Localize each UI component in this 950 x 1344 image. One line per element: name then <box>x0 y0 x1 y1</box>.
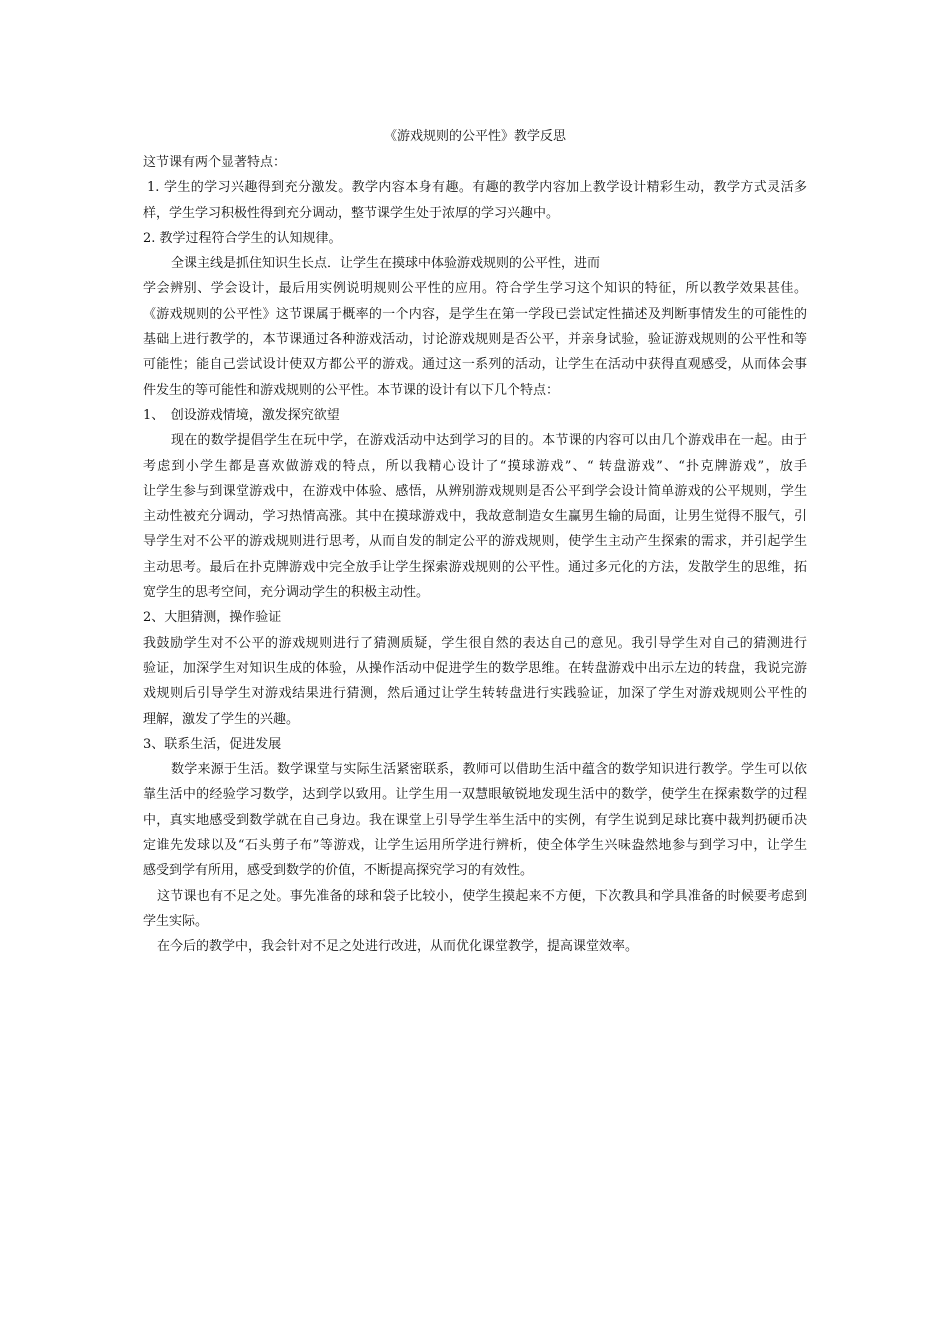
text-line: 这节课有两个显著特点： <box>143 155 287 170</box>
text-line: 靠生活中的经验学习数学，达到学以致用。让学生用一双慧眼敏锐地发现生活中的数学，使学生在探索数学的过程 <box>143 787 807 803</box>
text-line: 2、大胆猜测，操作验证 <box>143 610 282 626</box>
text-line: 宽学生的思考空间，充分调动学生的积极主动性。 <box>143 585 430 601</box>
text-line: 验证，加深学生对知识生成的体验，从操作活动中促进学生的数学思维。在转盘游戏中出示左边的转盘，我说完游 <box>143 660 807 676</box>
text-line: 感受到学有所用，感受到数学的价值，不断提高探究学习的有效性。 <box>143 863 534 879</box>
text-line: 数学来源于生活。数学课堂与实际生活紧密联系，教师可以借助生活中蕴含的数学知识进行教学。学生可以依 <box>171 762 807 778</box>
text-line: 《游戏规则的公平性》这节课属于概率的一个内容，是学生在第一学段已尝试定性描述及判断事情发生的可能性的 <box>143 306 807 322</box>
text-line: 主动思考。最后在扑克牌游戏中完全放手让学生探索游戏规则的公平性。通过多元化的方法，发散学生的思维，拓 <box>143 559 807 575</box>
text-line: 理解，激发了学生的兴趣。 <box>143 711 300 727</box>
text-line: 件发生的等可能性和游戏规则的公平性。本节课的设计有以下几个特点： <box>143 382 560 398</box>
text-line: 中，真实地感受到数学就在自己身边。我在课堂上引导学生举生活中的实例，有学生说到足球比赛中裁判扔硬币决 <box>143 812 807 828</box>
text-line: 主动性被充分调动，学习热情高涨。其中在摸球游戏中，我故意制造女生赢男生输的局面，让男生觉得不服气，引 <box>143 509 807 525</box>
text-line: 学会辨别、学会设计，最后用实例说明规则公平性的应用。符合学生学习这个知识的特征，所以教学效果甚佳。 <box>143 281 807 297</box>
text-line: 学生实际。 <box>143 913 209 929</box>
text-line: 可能性；能自己尝试设计使双方都公平的游戏。通过这一系列的活动，让学生在活动中获得直观感受，从而体会事 <box>143 357 807 373</box>
text-line: 样，学生学习积极性得到充分调动，整节课学生处于浓厚的学习兴趣中。 <box>143 205 560 221</box>
text-line: 在今后的教学中，我会针对不足之处进行改进，从而优化课堂教学，提高课堂效率。 <box>157 939 639 955</box>
text-line: 导学生对不公平的游戏规则进行思考，从而自发的制定公平的游戏规则，使学生主动产生探索的需求，并引起学生 <box>143 534 807 550</box>
text-line: 我鼓励学生对不公平的游戏规则进行了猜测质疑，学生很自然的表达自己的意见。我引导学生对自己的猜测进行 <box>143 635 807 651</box>
text-line: 1. 学生的学习兴趣得到充分激发。教学内容本身有趣。有趣的教学内容加上教学设计精彩生动，教学方式灵活多 <box>147 180 807 196</box>
text-line: 全课主线是抓住知识生长点．让学生在摸球中体验游戏规则的公平性，进而 <box>171 256 601 272</box>
text-line: 这节课也有不足之处。事先准备的球和袋子比较小，使学生摸起来不方便，下次教具和学具准备的时候要考虑到 <box>157 888 807 904</box>
text-line: 戏规则后引导学生对游戏结果进行猜测，然后通过让学生转转盘进行实践验证，加深了学生对游戏规则公平性的 <box>143 686 807 702</box>
text-line: 1、 创设游戏情境，激发探究欲望 <box>143 407 340 423</box>
text-line: 定谁先发球以及“石头剪子布”等游戏，让学生运用所学进行辨析，使全体学生兴味盎然地参与到学习中，让学生 <box>143 838 807 854</box>
text-line: 让学生参与到课堂游戏中，在游戏中体验、感悟，从辨别游戏规则是否公平到学会设计简单游戏的公平规则，学生 <box>143 483 807 499</box>
text-line: 3、联系生活，促进发展 <box>143 736 282 752</box>
document-body <box>143 150 807 960</box>
text-line: 考虑到小学生都是喜欢做游戏的特点，所以我精心设计了“摸球游戏”、“ 转盘游戏”、“扑克牌游戏”，放手 <box>143 458 807 474</box>
document-title: 《游戏规则的公平性》教学反思 <box>383 129 566 144</box>
text-line: 基础上进行教学的，本节课通过各种游戏活动，讨论游戏规则是否公平，并亲身试验，验证游戏规则的公平性和等 <box>143 332 807 348</box>
text-line: 现在的数学提倡学生在玩中学，在游戏活动中达到学习的目的。本节课的内容可以由几个游戏串在一起。由于 <box>171 433 807 449</box>
text-line: 2. 教学过程符合学生的认知规律。 <box>143 230 342 246</box>
